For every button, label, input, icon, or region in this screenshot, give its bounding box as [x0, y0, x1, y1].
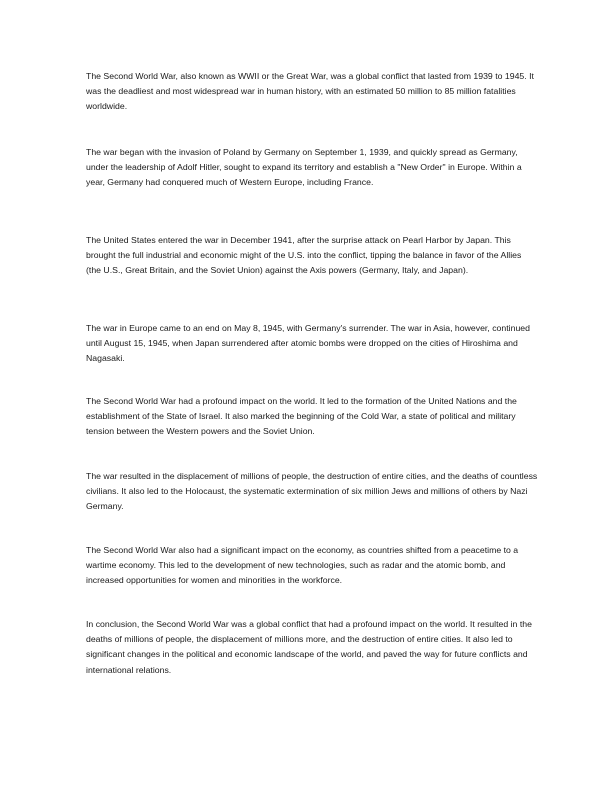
paragraph-economy: The Second World War also had a significant impact on the economy, as countries shifted from a peacetime to a wartime economy. This led to the development of new technologies, such as radar and the atomic bomb, and increased opportunities for women and minorities in the workforce.: [86, 545, 519, 586]
paragraph-war-end: The war in Europe came to an end on May 8, 1945, with Germany's surrender. The war in Asia, however, continued until August 15, 1945, when Japan surrendered after atomic bombs were dropped on the cities of Hiroshima and Nagasaki.: [86, 323, 530, 364]
paragraph-us-entry: The United States entered the war in December 1941, after the surprise attack on Pearl Harbor by Japan. This brought the full industrial and economic might of the U.S. into the conflict, tipping the balance in favor of the Allies (the U.S., Great Britain, and the Soviet Union) against the Axis powers (Germany, Italy, and Japan).: [86, 235, 522, 276]
paragraph-world-impact: The Second World War had a profound impact on the world. It led to the formation of the United Nations and the establishment of the State of Israel. It also marked the beginning of the Cold War, a state of political and military tension between the Western powers and the Soviet Union.: [86, 396, 517, 437]
paragraph-war-began: The war began with the invasion of Poland by Germany on September 1, 1939, and quickly spread as Germany, under the leadership of Adolf Hitler, sought to expand its territory and establish a "New Order" in Europe. Within a year, Germany had conquered much of Western Europe, including France.: [86, 147, 522, 188]
paragraph-conclusion: In conclusion, the Second World War was a global conflict that had a profound impact on the world. It resulted in the deaths of millions of people, the displacement of millions more, and the destruction of entire cities. It also led to significant changes in the political and economic landscape of the world, and paved the way for future conflicts and international relations.: [86, 619, 532, 675]
paragraph-intro: The Second World War, also known as WWII or the Great War, was a global conflict that lasted from 1939 to 1945. It was the deadliest and most widespread war in human history, with an estimated 50 million to 85 million fatalities worldwide.: [86, 71, 534, 112]
paragraph-displacement: The war resulted in the displacement of millions of people, the destruction of entire cities, and the deaths of countless civilians. It also led to the Holocaust, the systematic extermination of six million Jews and millions of others by Nazi Germany.: [86, 471, 538, 512]
